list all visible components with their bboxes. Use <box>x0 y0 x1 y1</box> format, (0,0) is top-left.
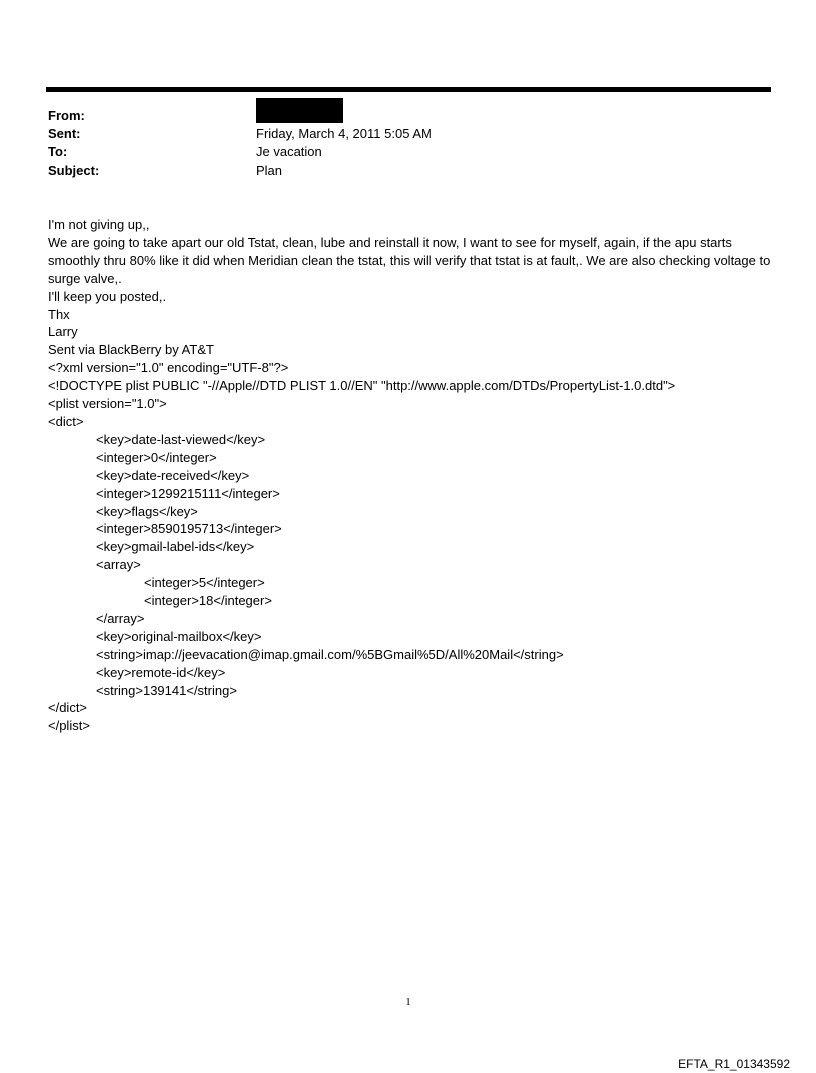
plist-line: </dict> <box>48 700 88 716</box>
plist-line: <integer>18</integer> <box>144 593 272 609</box>
from-label: From: <box>48 108 85 123</box>
plist-line: <?xml version="1.0" encoding="UTF-8"?> <box>48 360 289 376</box>
plist-line: <key>remote-id</key> <box>96 664 226 680</box>
plist-line: <string>imap://jeevacation@imap.gmail.com/%5BGmail%5D/All%20Mail</string> <box>96 646 564 662</box>
plist-line: </array> <box>96 610 145 626</box>
plist-line: <key>gmail-label-ids</key> <box>96 539 255 555</box>
message-body <box>48 216 773 735</box>
redaction-block <box>256 98 343 123</box>
document-id: EFTA_R1_01343592 <box>678 1057 790 1071</box>
subject-label: Subject: <box>48 162 100 178</box>
plist-line: <plist version="1.0"> <box>48 396 167 412</box>
signature-name: Larry <box>48 324 78 340</box>
signature-device: Sent via BlackBerry by AT&T <box>48 342 214 358</box>
to-row <box>48 143 432 161</box>
sent-row <box>48 125 432 143</box>
body-paragraph: We are going to take apart our old Tstat, clean, lube and reinstall it now, I want to see for myself, again, if the apu starts smoothly thru 80% like it did when Meridian clean the tstat, this will verify that tstat is at fault,. We are also checking voltage to surge valve,. <box>48 234 774 286</box>
to-label: To: <box>48 144 68 160</box>
plist-line: <integer>1299215111</integer> <box>96 485 280 501</box>
subject-row <box>48 162 432 180</box>
from-row <box>48 107 432 125</box>
plist-line: <dict> <box>48 413 84 429</box>
to-value: Je vacation <box>256 144 322 160</box>
plist-line: <key>original-mailbox</key> <box>96 628 262 644</box>
plist-line: <!DOCTYPE plist PUBLIC "-//Apple//DTD PLIST 1.0//EN" "http://www.apple.com/DTDs/PropertyList-1.0.dtd"> <box>48 378 676 394</box>
plist-line: </plist> <box>48 718 90 734</box>
sent-value: Friday, March 4, 2011 5:05 AM <box>256 126 432 142</box>
plist-line: <array> <box>96 557 141 573</box>
plist-line: <integer>8590195713</integer> <box>96 521 282 537</box>
plist-line: <key>date-last-viewed</key> <box>96 431 266 447</box>
body-line: I'm not giving up,, <box>48 217 150 232</box>
plist-line: <key>flags</key> <box>96 503 198 519</box>
plist-line: <string>139141</string> <box>96 682 237 698</box>
body-line: I'll keep you posted,. <box>48 288 167 304</box>
page-number: 1 <box>405 996 411 1008</box>
email-headers <box>48 107 432 180</box>
body-line: Thx <box>48 306 70 322</box>
plist-line: <integer>5</integer> <box>144 575 265 591</box>
plist-line: <key>date-received</key> <box>96 467 250 483</box>
plist-line: <integer>0</integer> <box>96 449 217 465</box>
header-rule <box>46 87 771 92</box>
sent-label: Sent: <box>48 126 81 142</box>
subject-value: Plan <box>256 162 283 178</box>
